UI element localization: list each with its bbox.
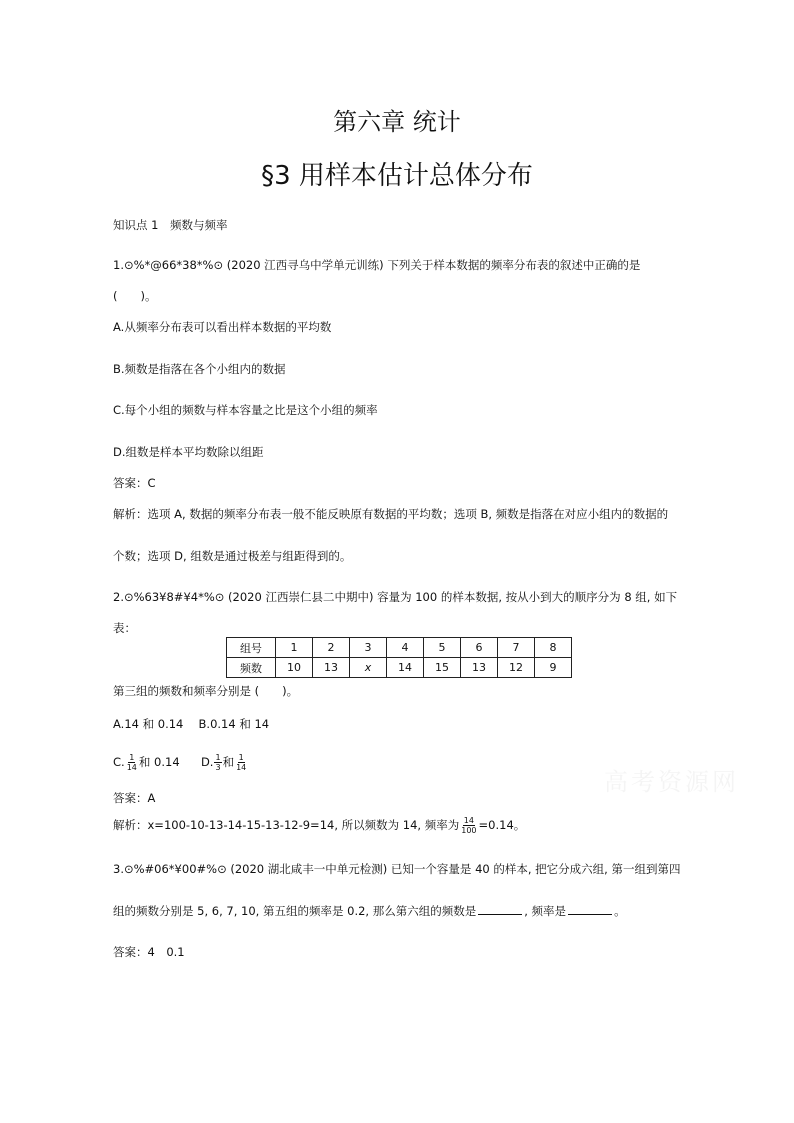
fraction: $\frac{1}{3}$: [215, 753, 221, 772]
q1-answer: 答案：C: [113, 476, 156, 490]
q2-stem-line2: 表：: [113, 621, 136, 635]
table-cell: 9: [535, 658, 572, 678]
q2-analysis-suffix: =0.14。: [478, 818, 526, 832]
q1-option-d: D.组数是样本平均数除以组距: [113, 445, 264, 459]
answer-blank[interactable]: [478, 904, 522, 915]
q2-option-c-prefix: C.: [113, 755, 125, 769]
table-cell: 3: [350, 638, 387, 658]
table-cell: 8: [535, 638, 572, 658]
table-cell: 5: [424, 638, 461, 658]
fraction: $\frac{1}{14}$: [126, 753, 137, 772]
table-cell: 7: [498, 638, 535, 658]
watermark: 高考资源网: [604, 768, 739, 796]
table-row-frequency: [227, 658, 572, 678]
q3-stem-line1: 3.⊙%#06*¥00#%⊙ (2020 湖北咸丰一中单元检测) 已知一个容量是 40 的样本, 把它分成六组, 第一组到第四: [113, 862, 681, 876]
table-cell: 6: [461, 638, 498, 658]
q3-stem-line2: 组的频数分别是 5, 6, 7, 10, 第五组的频率是 0.2, 那么第六组的频数是 , 频率是 。: [113, 904, 626, 918]
q1-analysis-line1: 解析：选项 A, 数据的频率分布表一般不能反映原有数据的平均数；选项 B, 频数是指落在对应小组内的数据的: [113, 507, 669, 521]
table-row-group-number: [227, 638, 572, 658]
table-cell: 10: [276, 658, 313, 678]
table-cell: 13: [461, 658, 498, 678]
answer-blank[interactable]: [568, 904, 612, 915]
table-row-label: 频数: [227, 658, 276, 678]
table-cell: 2: [313, 638, 350, 658]
q1-option-a: A.从频率分布表可以看出样本数据的平均数: [113, 320, 332, 334]
knowledge-point-heading: 知识点 1 频数与频率: [113, 218, 228, 232]
frequency-table: [226, 637, 572, 678]
table-cell: 12: [498, 658, 535, 678]
q1-option-b: B.频数是指落在各个小组内的数据: [113, 362, 286, 376]
table-cell: 1: [276, 638, 313, 658]
table-cell: 13: [313, 658, 350, 678]
q2-option-d-prefix: D.: [200, 755, 214, 769]
q2-option-c-suffix: 和 0.14: [138, 755, 180, 769]
fraction: $\frac{1}{14}$: [236, 753, 247, 772]
q1-analysis-line2: 个数；选项 D, 组数是通过极差与组距得到的。: [113, 549, 352, 563]
q2-option-d-mid: 和: [222, 755, 235, 769]
fraction: $\frac{14}{100}$: [461, 816, 477, 835]
table-cell: 14: [387, 658, 424, 678]
q1-stem-line1: 1.⊙%*@66*38*%⊙ (2020 江西寻乌中学单元训练) 下列关于样本数据的频率分布表的叙述中正确的是: [113, 258, 641, 272]
section-title: §3 用样本估计总体分布: [261, 161, 533, 191]
table-cell: 4: [387, 638, 424, 658]
q2-options-cd: [113, 753, 248, 772]
q2-analysis-prefix: 解析：x=100-10-13-14-15-13-12-9=14, 所以频数为 14, 频率为: [113, 818, 460, 832]
q2-answer: 答案：A: [113, 791, 156, 805]
q2-stem-line1: 2.⊙%63¥8#¥4*%⊙ (2020 江西崇仁县二中期中) 容量为 100 的样本数据, 按从小到大的顺序分为 8 组, 如下: [113, 590, 678, 604]
q1-stem-line2: ( )。: [113, 289, 157, 303]
q2-question: 第三组的频数和频率分别是 ( )。: [113, 684, 299, 698]
table-cell: 15: [424, 658, 461, 678]
q3-answer: 答案：4 0.1: [113, 945, 185, 959]
q1-option-c: C.每个小组的频数与样本容量之比是这个小组的频率: [113, 403, 378, 417]
q2-analysis: [113, 816, 525, 835]
chapter-title: 第六章 统计: [333, 108, 461, 136]
q2-options-ab: A.14 和 0.14 B.0.14 和 14: [113, 717, 270, 731]
table-cell: x: [350, 658, 387, 678]
table-row-label: 组号: [227, 638, 276, 658]
